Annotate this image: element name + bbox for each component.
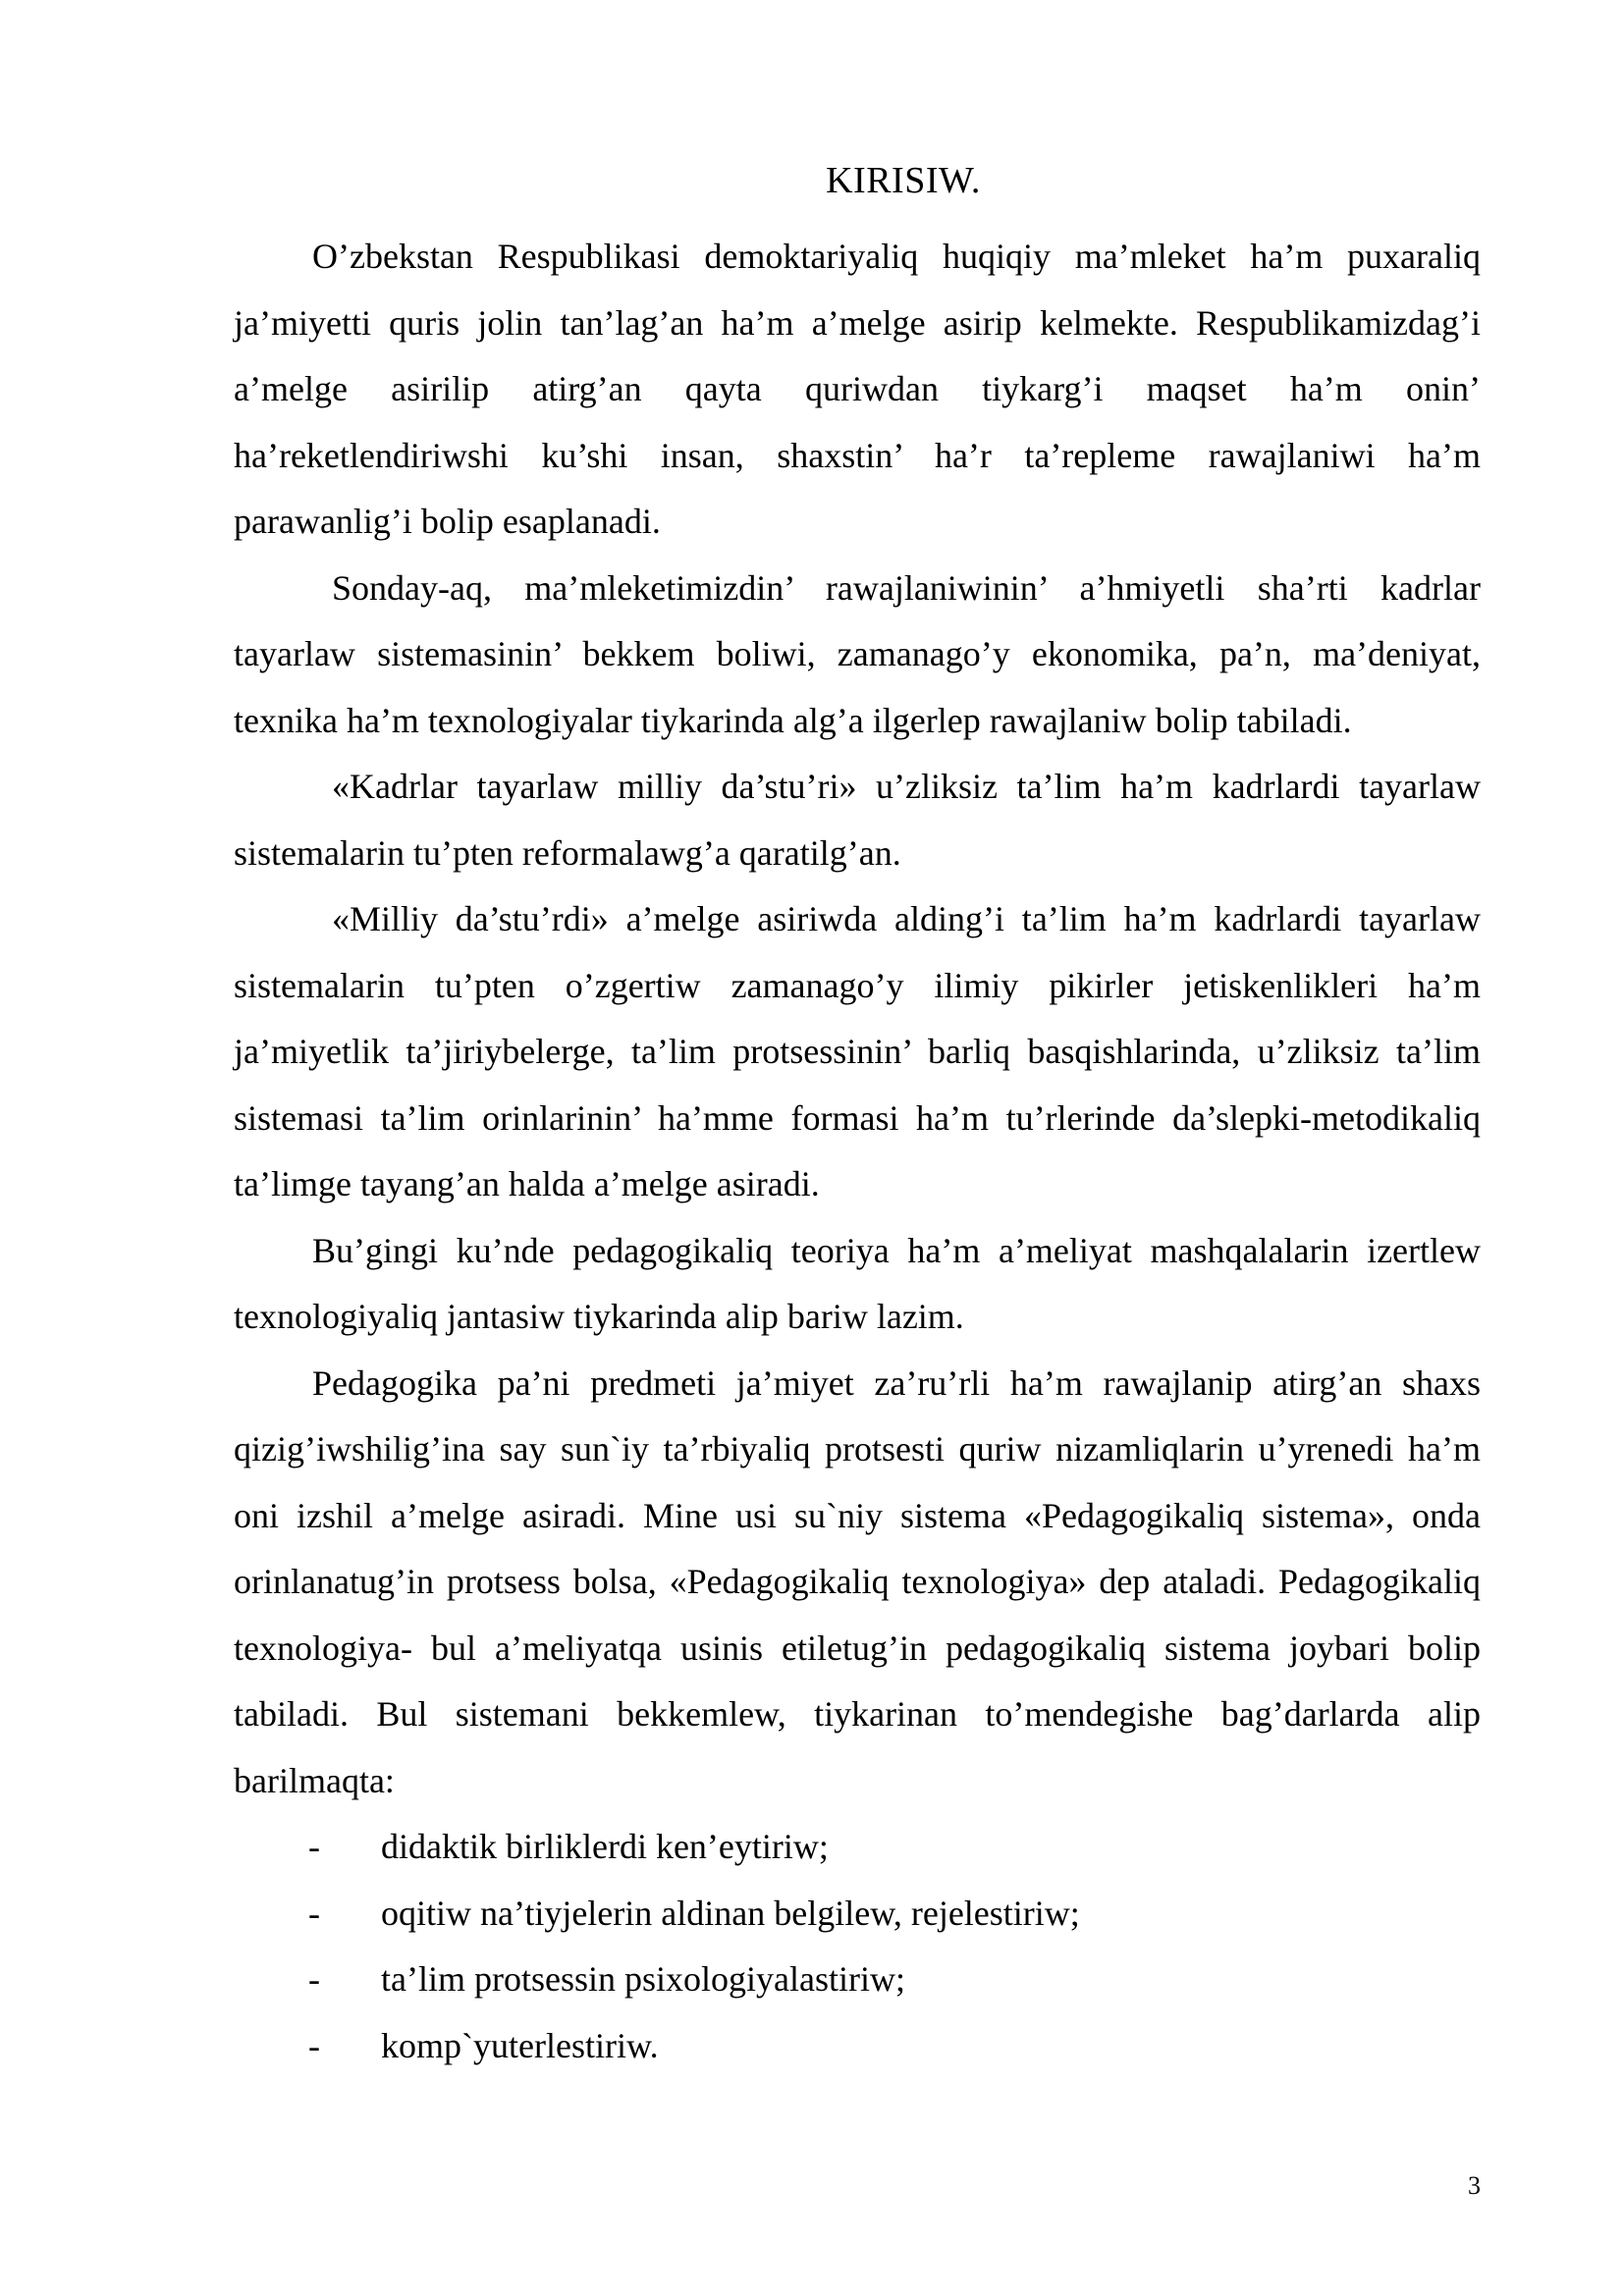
list-item [234,2013,1481,2080]
list-marker: - [308,2025,320,2065]
list-item [234,1814,1481,1881]
paragraph-4: «Milliy da’stu’rdi» a’melge asiriwda alding’i ta’lim ha’m kadrlardi tayarlaw sistemalarin tu’pten o’zgertiw zamanago’y ilimiy pikirler jetiskenlikleri ha’m ja’miyetlik ta’jiriybelerge, ta’lim protsessinin’ barliq basqishlarinda, u’zliksiz ta’lim sistemasi ta’lim orinlarinin’ ha’mme formasi ha’m tu’rlerinde da’slepki-metodikaliq ta’limge tayang’an halda a’melge asiradi. [234,899,1481,1203]
paragraph-5: Bu’gingi ku’nde pedagogikaliq teoriya ha’m a’meliyat mashqalalarin izertlew texnologiyaliq jantasiw tiykarinda alip bariw lazim. [234,1230,1481,1336]
list-item-text: komp`yuterlestiriw. [381,2025,659,2065]
paragraph-2: Sonday-aq, ma’mleketimizdin’ rawajlaniwinin’ a’hmiyetli sha’rti kadrlar tayarlaw sistemasinin’ bekkem boliwi, zamanago’y ekonomika, pa’n, ma’deniyat, texnika ha’m texnologiyalar tiykarinda alg’a ilgerlep rawajlaniw bolip tabiladi. [234,567,1481,740]
list-item-text: oqitiw na’tiyjelerin aldinan belgilew, rejelestiriw; [381,1893,1080,1933]
page-number: 3 [1468,2171,1481,2200]
list-item [234,1947,1481,2013]
page-title: KIRISIW. [826,160,981,201]
list-item [234,1881,1481,1948]
body-text [234,224,1481,2079]
bullet-list [234,1814,1481,2079]
list-item-text: didaktik birliklerdi ken’eytiriw; [381,1827,829,1866]
list-marker: - [308,1827,320,1866]
list-marker: - [308,1959,320,1999]
list-item-text: ta’lim protsessin psixologiyalastiriw; [381,1959,905,1999]
list-marker: - [308,1893,320,1933]
paragraph-1: O’zbekstan Respublikasi demoktariyaliq huqiqiy ma’mleket ha’m puxaraliq ja’miyetti quris jolin tan’lag’an ha’m a’melge asirip kelmekte. Respublikamizdag’i a’melge asirilip atirg’an qayta quriwdan tiykarg’i maqset ha’m onin’ ha’reketlendiriwshi ku’shi insan, shaxstin’ ha’r ta’repleme rawajlaniwi ha’m parawanlig’i bolip esaplanadi. [234,237,1481,541]
paragraph-6: Pedagogika pa’ni predmeti ja’miyet za’ru’rli ha’m rawajlanip atirg’an shaxs qizig’iwshilig’ina say sun`iy ta’rbiyaliq protsesti quriw nizamliqlarin u’yrenedi ha’m oni izshil a’melge asiradi. Mine usi su`niy sistema «Pedagogikaliq sistema», onda orinlanatug’in protsess bolsa, «Pedagogikaliq texnologiya» dep ataladi. Pedagogikaliq texnologiya- bul a’meliyatqa usinis etiletug’in pedagogikaliq sistema joybari bolip tabiladi. Bul sistemani bekkemlew, tiykarinan to’mendegishe bag’darlarda alip barilmaqta: [234,1362,1481,1800]
paragraph-3: «Kadrlar tayarlaw milliy da’stu’ri» u’zliksiz ta’lim ha’m kadrlardi tayarlaw sistemalarin tu’pten reformalawg’a qaratilg’an. [234,767,1481,873]
